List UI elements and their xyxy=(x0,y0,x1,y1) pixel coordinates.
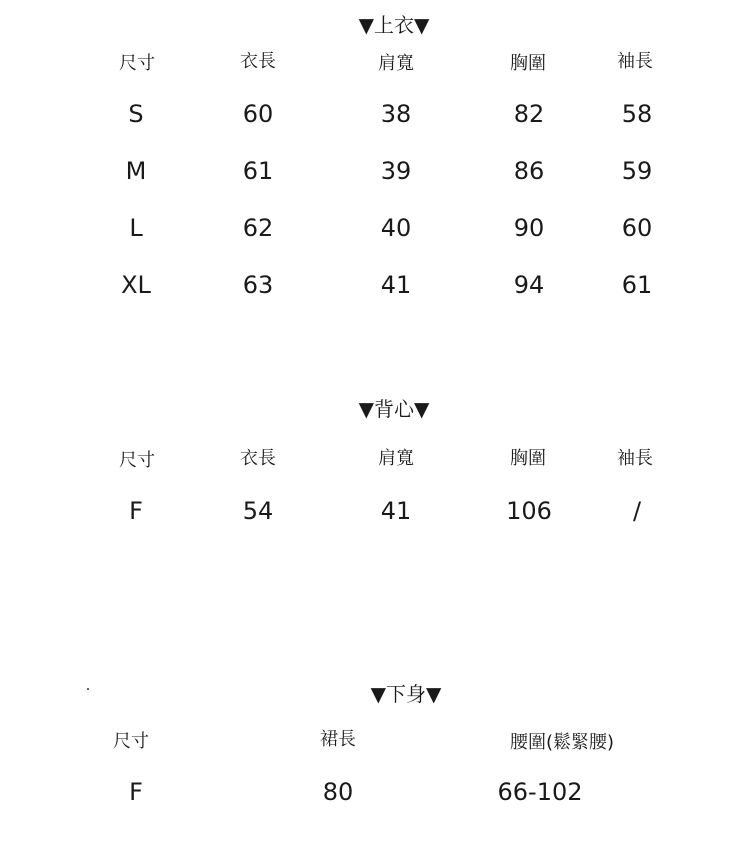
header-size: 尺寸 xyxy=(113,731,149,752)
table-cell: / xyxy=(632,497,642,525)
section-title-bottom: ▼下身▼ xyxy=(370,682,442,706)
table-cell: 41 xyxy=(380,497,412,525)
table-cell: 80 xyxy=(322,778,354,806)
header-length: 衣長 xyxy=(240,448,276,469)
section-title-vest: ▼背心▼ xyxy=(358,397,430,421)
header-sleeve: 袖長 xyxy=(617,448,653,469)
header-waist: 腰圍(鬆緊腰) xyxy=(509,732,615,753)
table-cell: 41 xyxy=(380,271,412,299)
table-cell: 59 xyxy=(621,157,653,185)
table-cell: 94 xyxy=(513,271,545,299)
table-cell: 54 xyxy=(242,497,274,525)
table-cell: 63 xyxy=(242,271,274,299)
table-cell: XL xyxy=(121,271,151,299)
table-cell: 58 xyxy=(621,100,653,128)
header-length: 衣長 xyxy=(240,51,276,72)
header-shoulder: 肩寬 xyxy=(378,448,414,469)
table-cell: 60 xyxy=(242,100,274,128)
table-cell: 90 xyxy=(513,214,545,242)
table-cell: 66-102 xyxy=(497,778,583,806)
section-title-top: ▼上衣▼ xyxy=(358,13,430,37)
header-chest: 胸圍 xyxy=(510,448,546,469)
table-cell: 106 xyxy=(506,497,552,525)
header-size: 尺寸 xyxy=(119,450,155,471)
table-cell: 61 xyxy=(242,157,274,185)
table-cell: 61 xyxy=(621,271,653,299)
table-cell: 40 xyxy=(380,214,412,242)
stray-dot xyxy=(87,688,89,690)
header-shoulder: 肩寬 xyxy=(378,53,414,74)
table-cell: 38 xyxy=(380,100,412,128)
table-cell: S xyxy=(128,100,144,128)
table-cell: L xyxy=(129,214,143,242)
table-cell: 62 xyxy=(242,214,274,242)
header-chest: 胸圍 xyxy=(510,53,546,74)
table-cell: 86 xyxy=(513,157,545,185)
header-sleeve: 袖長 xyxy=(617,51,653,72)
table-cell: 82 xyxy=(513,100,545,128)
header-size: 尺寸 xyxy=(119,53,155,74)
table-cell: M xyxy=(125,157,147,185)
table-cell: 60 xyxy=(621,214,653,242)
table-cell: F xyxy=(129,497,143,525)
table-cell: 39 xyxy=(380,157,412,185)
table-cell: F xyxy=(129,778,143,806)
header-skirt-length: 裙長 xyxy=(320,729,356,750)
